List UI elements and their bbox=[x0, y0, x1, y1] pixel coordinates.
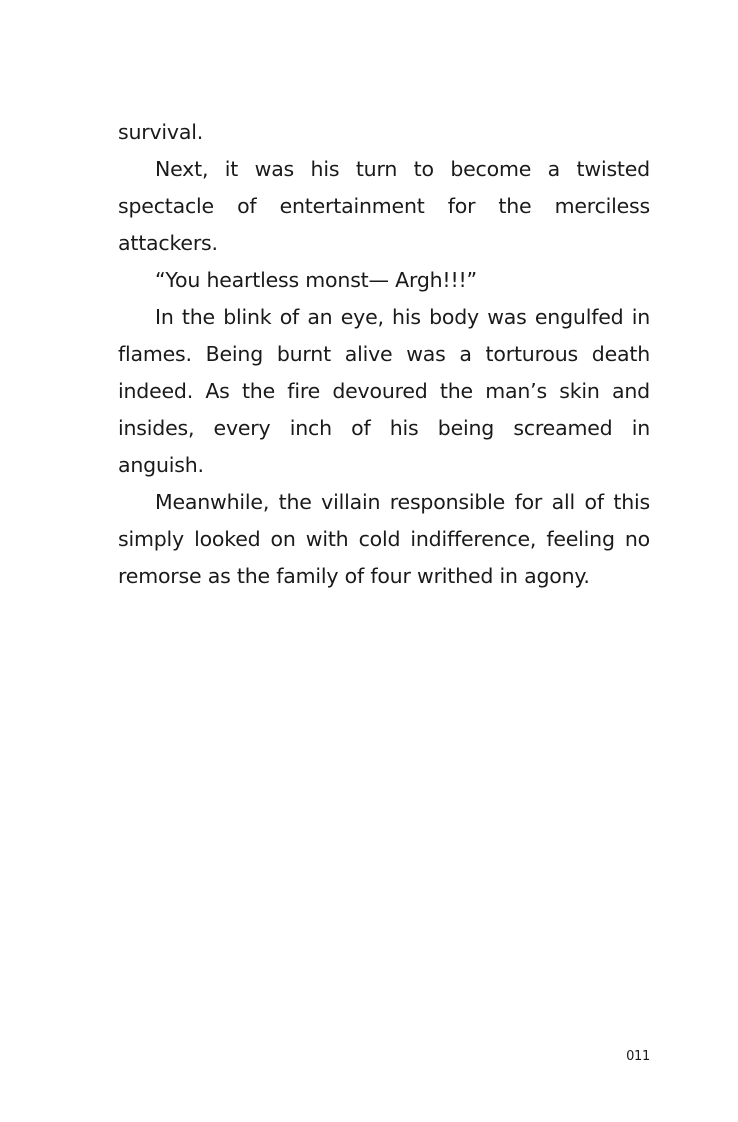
paragraph-3-dialogue: “You heartless monst— Argh!!!” bbox=[155, 268, 477, 292]
body-text bbox=[118, 114, 650, 595]
page-number: 011 bbox=[626, 1049, 650, 1064]
paragraph-4: In the blink of an eye, his body was engulfed in flames. Being burnt alive was a torturous death indeed. As the fire devoured the man’s skin and insides, every inch of his being screamed in anguish. bbox=[118, 305, 650, 477]
paragraph-1: survival. bbox=[118, 120, 204, 144]
paragraph-2: Next, it was his turn to become a twisted spectacle of entertainment for the merciless attackers. bbox=[118, 157, 650, 255]
paragraph-5: Meanwhile, the villain responsible for all of this simply looked on with cold indifference, feeling no remorse as the family of four writhed in agony. bbox=[118, 490, 650, 588]
